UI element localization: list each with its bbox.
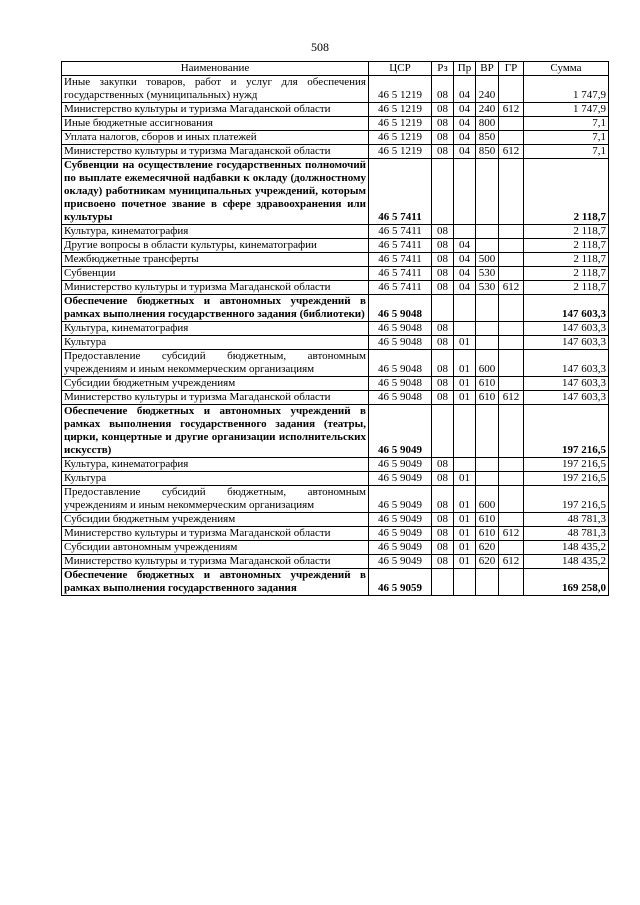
cell-rz: 08 <box>432 103 454 117</box>
cell-csr: 46 5 9048 <box>369 350 432 377</box>
cell-csr: 46 5 9049 <box>369 405 432 458</box>
cell-vr: 620 <box>476 555 499 569</box>
cell-sum: 2 118,7 <box>524 281 609 295</box>
table-row <box>62 405 609 458</box>
cell-name: Культура <box>62 472 369 486</box>
cell-gr <box>499 458 524 472</box>
cell-vr <box>476 458 499 472</box>
table-row <box>62 159 609 225</box>
cell-csr: 46 5 1219 <box>369 131 432 145</box>
cell-vr <box>476 322 499 336</box>
cell-vr <box>476 159 499 225</box>
cell-pr <box>454 405 476 458</box>
cell-rz: 08 <box>432 472 454 486</box>
cell-rz: 08 <box>432 458 454 472</box>
cell-rz: 08 <box>432 225 454 239</box>
cell-sum: 147 603,3 <box>524 391 609 405</box>
cell-csr: 46 5 9049 <box>369 472 432 486</box>
cell-csr: 46 5 9049 <box>369 541 432 555</box>
cell-rz: 08 <box>432 239 454 253</box>
cell-name: Министерство культуры и туризма Магаданской области <box>62 527 369 541</box>
cell-name: Предоставление субсидий бюджетным, автономным учреждениям и иным некоммерческим организациям <box>62 486 369 513</box>
cell-pr <box>454 322 476 336</box>
cell-rz <box>432 295 454 322</box>
cell-pr <box>454 159 476 225</box>
cell-gr <box>499 405 524 458</box>
cell-rz: 08 <box>432 513 454 527</box>
cell-name: Субсидии бюджетным учреждениям <box>62 377 369 391</box>
header-pr: Пр <box>454 62 476 76</box>
table-body <box>62 76 609 596</box>
cell-name: Субсидии бюджетным учреждениям <box>62 513 369 527</box>
cell-pr: 01 <box>454 527 476 541</box>
cell-name: Министерство культуры и туризма Магаданской области <box>62 145 369 159</box>
cell-vr <box>476 295 499 322</box>
cell-sum: 169 258,0 <box>524 569 609 596</box>
cell-csr: 46 5 1219 <box>369 117 432 131</box>
cell-sum: 147 603,3 <box>524 322 609 336</box>
cell-name: Субсидии автономным учреждениям <box>62 541 369 555</box>
cell-pr: 01 <box>454 336 476 350</box>
table-row <box>62 103 609 117</box>
cell-vr: 850 <box>476 131 499 145</box>
cell-csr: 46 5 9048 <box>369 295 432 322</box>
cell-gr <box>499 267 524 281</box>
cell-pr: 01 <box>454 541 476 555</box>
cell-vr: 850 <box>476 145 499 159</box>
cell-gr <box>499 76 524 103</box>
cell-sum: 147 603,3 <box>524 350 609 377</box>
table-row <box>62 253 609 267</box>
cell-vr: 530 <box>476 281 499 295</box>
cell-name: Обеспечение бюджетных и автономных учреждений в рамках выполнения государственного задания (библиотеки) <box>62 295 369 322</box>
cell-gr <box>499 486 524 513</box>
cell-sum: 197 216,5 <box>524 405 609 458</box>
cell-gr <box>499 322 524 336</box>
cell-rz: 08 <box>432 541 454 555</box>
cell-pr <box>454 569 476 596</box>
cell-csr: 46 5 9048 <box>369 377 432 391</box>
cell-pr: 01 <box>454 391 476 405</box>
cell-rz: 08 <box>432 76 454 103</box>
cell-name: Обеспечение бюджетных и автономных учреждений в рамках выполнения государственного задания <box>62 569 369 596</box>
table-row <box>62 336 609 350</box>
table-row <box>62 377 609 391</box>
cell-rz: 08 <box>432 377 454 391</box>
cell-sum: 1 747,9 <box>524 76 609 103</box>
cell-vr: 500 <box>476 253 499 267</box>
table-row <box>62 225 609 239</box>
table-row <box>62 458 609 472</box>
cell-rz <box>432 405 454 458</box>
cell-pr: 04 <box>454 281 476 295</box>
cell-csr: 46 5 9049 <box>369 486 432 513</box>
cell-name: Министерство культуры и туризма Магаданской области <box>62 281 369 295</box>
cell-name: Другие вопросы в области культуры, кинематографии <box>62 239 369 253</box>
cell-sum: 7,1 <box>524 117 609 131</box>
cell-csr: 46 5 1219 <box>369 145 432 159</box>
page-number: 508 <box>311 40 329 54</box>
cell-gr: 612 <box>499 391 524 405</box>
table-row <box>62 267 609 281</box>
cell-csr: 46 5 7411 <box>369 281 432 295</box>
table-row <box>62 131 609 145</box>
cell-vr: 620 <box>476 541 499 555</box>
table-row <box>62 117 609 131</box>
table-row <box>62 513 609 527</box>
header-name: Наименование <box>62 62 369 76</box>
table-row <box>62 472 609 486</box>
cell-csr: 46 5 7411 <box>369 253 432 267</box>
cell-name: Культура, кинематография <box>62 322 369 336</box>
cell-csr: 46 5 7411 <box>369 267 432 281</box>
cell-pr: 04 <box>454 145 476 159</box>
cell-csr: 46 5 9048 <box>369 391 432 405</box>
cell-sum: 147 603,3 <box>524 295 609 322</box>
cell-pr: 04 <box>454 117 476 131</box>
cell-rz: 08 <box>432 117 454 131</box>
cell-pr: 04 <box>454 267 476 281</box>
cell-vr: 610 <box>476 513 499 527</box>
cell-pr: 01 <box>454 350 476 377</box>
cell-rz: 08 <box>432 253 454 267</box>
cell-vr: 600 <box>476 486 499 513</box>
cell-pr: 04 <box>454 239 476 253</box>
table-row <box>62 239 609 253</box>
cell-rz: 08 <box>432 555 454 569</box>
cell-name: Иные бюджетные ассигнования <box>62 117 369 131</box>
cell-gr <box>499 472 524 486</box>
cell-gr <box>499 295 524 322</box>
header-vr: ВР <box>476 62 499 76</box>
table-row <box>62 76 609 103</box>
cell-vr: 610 <box>476 527 499 541</box>
cell-gr <box>499 541 524 555</box>
cell-csr: 46 5 1219 <box>369 76 432 103</box>
table-row <box>62 350 609 377</box>
table-row <box>62 322 609 336</box>
cell-rz: 08 <box>432 336 454 350</box>
cell-pr: 01 <box>454 486 476 513</box>
cell-name: Предоставление субсидий бюджетным, автономным учреждениям и иным некоммерческим организациям <box>62 350 369 377</box>
cell-name: Культура, кинематография <box>62 225 369 239</box>
cell-sum: 147 603,3 <box>524 377 609 391</box>
cell-sum: 197 216,5 <box>524 486 609 513</box>
table-row <box>62 527 609 541</box>
cell-name: Министерство культуры и туризма Магаданской области <box>62 555 369 569</box>
cell-gr <box>499 569 524 596</box>
cell-csr: 46 5 9049 <box>369 555 432 569</box>
cell-vr: 800 <box>476 117 499 131</box>
cell-sum: 197 216,5 <box>524 472 609 486</box>
cell-rz: 08 <box>432 391 454 405</box>
cell-sum: 148 435,2 <box>524 555 609 569</box>
cell-pr: 01 <box>454 555 476 569</box>
cell-pr <box>454 225 476 239</box>
table-row <box>62 555 609 569</box>
cell-rz: 08 <box>432 486 454 513</box>
cell-csr: 46 5 1219 <box>369 103 432 117</box>
cell-pr <box>454 295 476 322</box>
cell-sum: 147 603,3 <box>524 336 609 350</box>
cell-rz: 08 <box>432 350 454 377</box>
cell-vr: 600 <box>476 350 499 377</box>
cell-sum: 2 118,7 <box>524 267 609 281</box>
cell-rz: 08 <box>432 145 454 159</box>
cell-csr: 46 5 9059 <box>369 569 432 596</box>
cell-rz: 08 <box>432 322 454 336</box>
cell-gr <box>499 350 524 377</box>
cell-gr <box>499 377 524 391</box>
cell-vr <box>476 569 499 596</box>
header-gr: ГР <box>499 62 524 76</box>
cell-rz <box>432 159 454 225</box>
cell-gr: 612 <box>499 145 524 159</box>
cell-name: Субвенции <box>62 267 369 281</box>
cell-sum: 2 118,7 <box>524 253 609 267</box>
cell-csr: 46 5 9049 <box>369 527 432 541</box>
cell-name: Министерство культуры и туризма Магаданской области <box>62 103 369 117</box>
table-row <box>62 541 609 555</box>
cell-vr: 610 <box>476 377 499 391</box>
cell-name: Уплата налогов, сборов и иных платежей <box>62 131 369 145</box>
cell-name: Культура <box>62 336 369 350</box>
cell-gr <box>499 336 524 350</box>
table-row <box>62 281 609 295</box>
cell-sum: 7,1 <box>524 131 609 145</box>
cell-gr <box>499 253 524 267</box>
cell-vr: 530 <box>476 267 499 281</box>
cell-gr <box>499 239 524 253</box>
cell-sum: 1 747,9 <box>524 103 609 117</box>
cell-vr <box>476 472 499 486</box>
header-sum: Сумма <box>524 62 609 76</box>
cell-gr: 612 <box>499 555 524 569</box>
cell-csr: 46 5 7411 <box>369 225 432 239</box>
cell-rz <box>432 569 454 596</box>
cell-sum: 2 118,7 <box>524 225 609 239</box>
cell-name: Министерство культуры и туризма Магаданской области <box>62 391 369 405</box>
cell-vr: 240 <box>476 103 499 117</box>
cell-sum: 2 118,7 <box>524 239 609 253</box>
cell-sum: 48 781,3 <box>524 527 609 541</box>
cell-csr: 46 5 9048 <box>369 336 432 350</box>
cell-vr <box>476 405 499 458</box>
cell-pr <box>454 458 476 472</box>
budget-table <box>61 61 609 596</box>
cell-rz: 08 <box>432 527 454 541</box>
table-row <box>62 391 609 405</box>
cell-pr: 01 <box>454 472 476 486</box>
cell-gr <box>499 513 524 527</box>
cell-name: Обеспечение бюджетных и автономных учреждений в рамках выполнения государственного задания (театры, цирки, концертные и другие организации исполнительских искусств) <box>62 405 369 458</box>
cell-pr: 01 <box>454 513 476 527</box>
cell-name: Субвенции на осуществление государственных полномочий по выплате ежемесячной надбавки к окладу (должностному окладу) работникам муниципальных учреждений, которым присвоено почетное звание в сфере здравоохранения или культуры <box>62 159 369 225</box>
cell-gr <box>499 131 524 145</box>
table-row <box>62 486 609 513</box>
table-row <box>62 295 609 322</box>
cell-gr <box>499 225 524 239</box>
cell-sum: 148 435,2 <box>524 541 609 555</box>
cell-name: Межбюджетные трансферты <box>62 253 369 267</box>
cell-rz: 08 <box>432 131 454 145</box>
cell-csr: 46 5 7411 <box>369 239 432 253</box>
cell-csr: 46 5 9049 <box>369 458 432 472</box>
cell-vr: 240 <box>476 76 499 103</box>
cell-rz: 08 <box>432 267 454 281</box>
cell-sum: 2 118,7 <box>524 159 609 225</box>
cell-sum: 48 781,3 <box>524 513 609 527</box>
cell-pr: 04 <box>454 76 476 103</box>
cell-csr: 46 5 9049 <box>369 513 432 527</box>
cell-rz: 08 <box>432 281 454 295</box>
header-csr: ЦСР <box>369 62 432 76</box>
cell-vr: 610 <box>476 391 499 405</box>
cell-pr: 01 <box>454 377 476 391</box>
cell-name: Иные закупки товаров, работ и услуг для обеспечения государственных (муниципальных) нужд <box>62 76 369 103</box>
cell-csr: 46 5 7411 <box>369 159 432 225</box>
table-row <box>62 145 609 159</box>
cell-gr <box>499 117 524 131</box>
cell-gr: 612 <box>499 103 524 117</box>
cell-gr: 612 <box>499 281 524 295</box>
cell-name: Культура, кинематография <box>62 458 369 472</box>
cell-gr <box>499 159 524 225</box>
cell-pr: 04 <box>454 253 476 267</box>
cell-sum: 7,1 <box>524 145 609 159</box>
cell-vr <box>476 336 499 350</box>
cell-vr <box>476 239 499 253</box>
cell-gr: 612 <box>499 527 524 541</box>
cell-pr: 04 <box>454 131 476 145</box>
header-rz: Рз <box>432 62 454 76</box>
table-row <box>62 569 609 596</box>
cell-csr: 46 5 9048 <box>369 322 432 336</box>
cell-vr <box>476 225 499 239</box>
table-header-row <box>62 62 609 76</box>
cell-sum: 197 216,5 <box>524 458 609 472</box>
cell-pr: 04 <box>454 103 476 117</box>
